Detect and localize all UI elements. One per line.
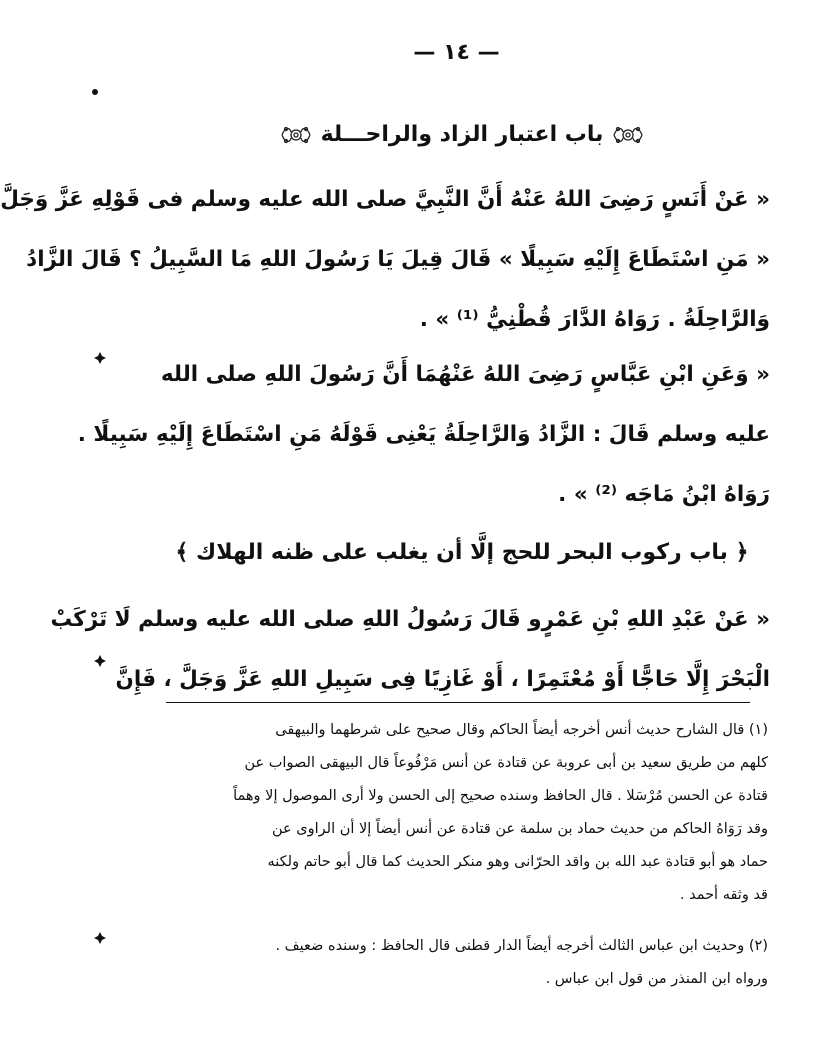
ornament-icon — [279, 124, 313, 146]
footnote-line: حماد هو أبو قتادة عبد الله بن واقد الحرّانى وهو منكر الحديث كما قال أبو حاتم ولكنه — [267, 854, 768, 870]
hadith-2 — [77, 345, 770, 525]
margin-mark-icon — [92, 88, 100, 96]
footnote-1 — [128, 714, 768, 912]
text-line: عليه وسلم قَالَ : الزَّادُ وَالرَّاحِلَةُ يَعْنِى قَوْلَهُ مَنِ اسْتَطَاعَ إِلَيْهِ سَبِيلًا . — [77, 422, 770, 447]
text-line: رَوَاهُ ابْنُ مَاجَه ⁽²⁾ » . — [558, 482, 770, 507]
footnote-line: ورواه ابن المنذر من قول ابن عباس . — [545, 971, 768, 987]
text-line: « عَنْ أَنَسٍ رَضِىَ اللهُ عَنْهُ أَنَّ النَّبِيَّ صلى الله عليه وسلم فى قَوْلِهِ عَزَّ وَجَلَّ — [0, 187, 770, 212]
text-line: « وَعَنِ ابْنِ عَبَّاسٍ رَضِىَ اللهُ عَنْهُمَا أَنَّ رَسُولَ اللهِ صلى الله — [160, 362, 770, 387]
margin-mark-icon — [94, 655, 106, 667]
footnote-line: (١) قال الشارح حديث أنس أخرجه أيضاً الحاكم وقال صحيح على شرطهما والبيهقى — [275, 722, 768, 738]
footnote-line: كلهم من طريق سعيد بن أبى عروبة عن قتادة عن أنس مَرْفُوعاً قال البيهقى الصواب عن — [244, 755, 768, 771]
chapter-heading-1 — [152, 118, 772, 152]
footnote-divider — [166, 702, 750, 703]
footnote-line: قد وثقه أحمد . — [679, 887, 768, 903]
ornament-icon — [611, 124, 645, 146]
text-line: « عَنْ عَبْدِ اللهِ بْنِ عَمْرٍو قَالَ رَسُولُ اللهِ صلى الله عليه وسلم لَا تَرْكَبْ — [50, 607, 770, 632]
margin-mark-icon — [94, 932, 106, 944]
hadith-3 — [50, 590, 770, 710]
footnote-line: وقد رَوَاهُ الحاكم من حديث حماد بن سلمة عن قتادة عن أنس أيضاً إلا أن الراوى عن — [271, 821, 768, 837]
chapter-title-1: باب اعتبار الزاد والراحـــلة — [320, 122, 604, 147]
footnote-2 — [128, 930, 768, 996]
text-line: « مَنِ اسْتَطَاعَ إِلَيْهِ سَبِيلًا » قَالَ قِيلَ يَا رَسُولَ اللهِ مَا السَّبِيلُ ؟ قَالَ الزَّادُ — [26, 247, 770, 272]
footnote-line: قتادة عن الحسن مُرْسَلا . قال الحافظ وسنده صحيح إلى الحسن ولا أرى الموصول إلا وهماً — [233, 788, 768, 804]
hadith-1 — [0, 170, 770, 350]
margin-mark-icon — [94, 352, 106, 364]
page-number: — ١٤ — — [413, 40, 500, 65]
footnote-line: (٢) وحديث ابن عباس الثالث أخرجه أيضاً الدار قطنى قال الحافظ : وسنده ضعيف . — [275, 938, 768, 954]
chapter-heading-2: ﴿ باب ركوب البحر للحج إلَّا أن يغلب على ظنه الهلاك ﴾ — [175, 540, 749, 565]
text-line: وَالرَّاحِلَةُ . رَوَاهُ الدَّارَ قُطْنِيُّ ⁽¹⁾ » . — [419, 307, 770, 332]
text-line: الْبَحْرَ إِلَّا حَاجًّا أَوْ مُعْتَمِرًا ، أَوْ غَازِيًا فِى سَبِيلِ اللهِ عَزَّ وَجَلَّ ، فَإِنَّ — [115, 667, 770, 692]
